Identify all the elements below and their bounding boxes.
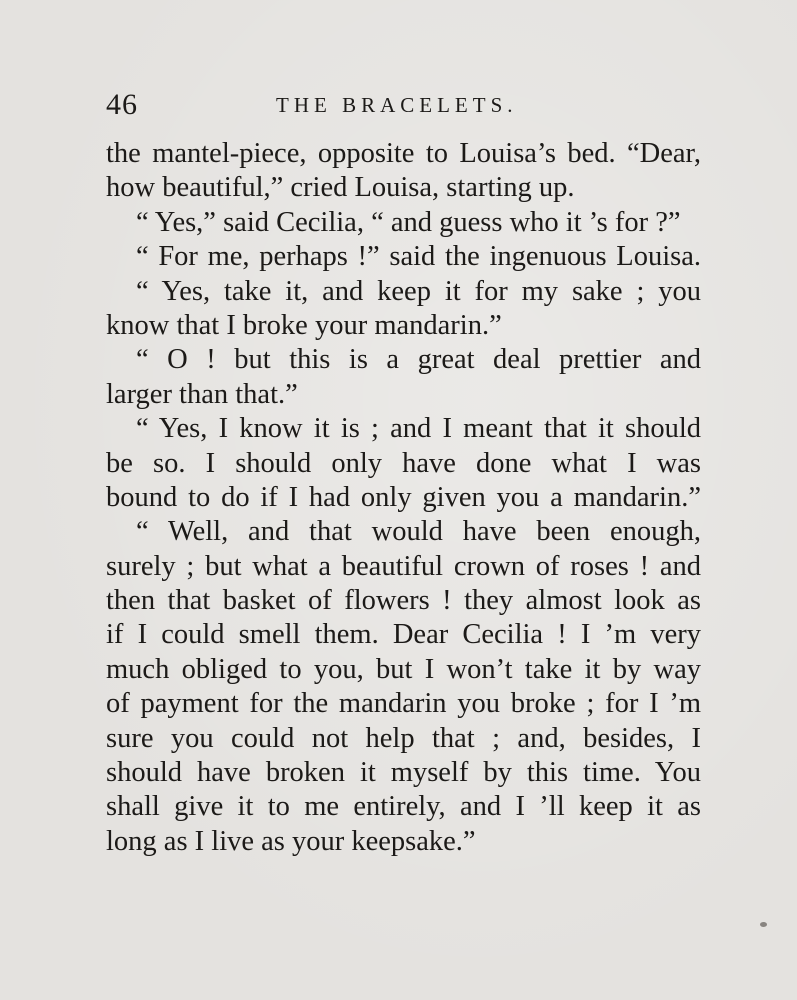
page-header — [106, 88, 701, 122]
text-line: should have broken it myself by this time. You — [106, 757, 701, 789]
body-text — [106, 137, 701, 859]
text-line: “ Well, and that would have been enough, — [136, 516, 701, 548]
text-line: if I could smell them. Dear Cecilia ! I ’m very — [106, 619, 701, 651]
text-line: then that basket of flowers ! they almost look as — [106, 585, 701, 617]
text-line: much obliged to you, but I won’t take it by way — [106, 653, 701, 685]
page-number: 46 — [106, 88, 138, 121]
text-line: shall give it to me entirely, and I ’ll keep it as — [106, 791, 701, 823]
text-line: “ Yes,” said Cecilia, “ and guess who it ’s for ?” — [136, 206, 681, 238]
text-line: the mantel-piece, opposite to Louisa’s bed. “Dear, — [106, 138, 701, 169]
text-line: larger than that.” — [106, 378, 298, 410]
text-line: “ O ! but this is a great deal prettier and — [136, 344, 701, 376]
text-line: how beautiful,” cried Louisa, starting up. — [106, 172, 575, 204]
text-line: of payment for the mandarin you broke ; for I ’m — [106, 688, 701, 720]
text-line: “ Yes, take it, and keep it for my sake ; you — [136, 275, 701, 307]
text-line: surely ; but what a beautiful crown of roses ! and — [106, 550, 701, 582]
text-line: “ Yes, I know it is ; and I meant that it should — [136, 413, 701, 445]
text-line: “ For me, perhaps !” said the ingenuous Louisa. — [136, 241, 701, 273]
running-title: THE BRACELETS. — [276, 93, 518, 117]
text-line: long as I live as your keepsake.” — [106, 825, 476, 857]
text-line: bound to do if I had only given you a mandarin.” — [106, 481, 701, 513]
ink-smudge — [760, 922, 767, 927]
text-line: sure you could not help that ; and, besides, I — [106, 722, 701, 754]
text-line: know that I broke your mandarin.” — [106, 309, 502, 341]
text-line: be so. I should only have done what I was — [106, 447, 701, 479]
